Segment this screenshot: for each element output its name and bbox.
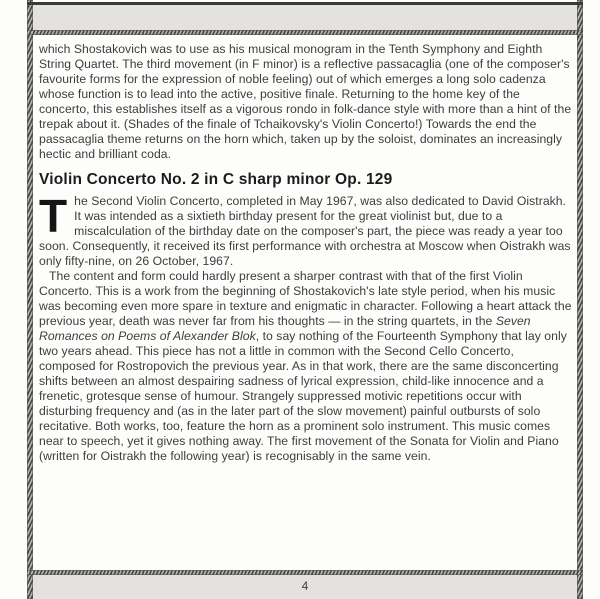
paragraph-content-and-form-part2: , to say nothing of the Fourteenth Symphony that lay only two years ahead. This piece has not a little in common with the Second Cello Concerto, composed for Rostropovich the previous year. As in that work, there are the same disconcerting shifts between an almost despairing sadness of lyrical expression, child-like innocence and a frenetic, grotesque sense of humour. Strangely suppressed motivic repetitions occur with disturbing frequency and (as in the later part of the slow movement) painful outbursts of solo recitative. Both works, too, feature the horn as a prominent solo instrument. This music comes near to speech, yet it gives nothing away. The first movement of the Sonata for Violin and Piano (written for Oistrakh the following year) is recognisably in the same vein. — [39, 329, 567, 463]
paragraph-content-and-form — [39, 269, 573, 464]
paragraph-content-and-form-part1: The content and form could hardly present a sharper contrast with that of the first Violin Concerto. This is a work from the beginning of Shostakovich's late style period, when his music was becoming even more spare in texture and enigmatic in character. Following a heart attack the previous year, death was never far from his thoughts — in the string quartets, in the — [39, 269, 572, 328]
page-content — [33, 35, 577, 570]
paragraph-first-concerto-finale: which Shostakovich was to use as his musical monogram in the Tenth Symphony and Eighth String Quartet. The third movement (in F minor) is a reflective passacaglia (one of the composer's favourite forms for the expression of noble feeling) out of which emerges a long solo cadenza whose function is to lead into the active, positive finale. Returning to the home key of the concerto, this establishes itself as a vigorous rondo in folk-dance style with more than a hint of the trepak about it. (Shades of the finale of Tchaikovsky's Violin Concerto!) Towards the end the passacaglia theme returns on the horn which, taken up by the soloist, dominates an increasingly hectic and brilliant coda. — [39, 42, 572, 161]
paragraph-dedication-text: he Second Violin Concerto, completed in May 1967, was also dedicated to David Oistrakh. It was intended as a sixtieth birthday present for the great violinist but, due to a miscalculation of the birthday date on the composer's part, the piece was ready a year too soon. Consequently, it received its first performance with orchestra at Moscow when Oistrakh was only fifty-nine, on 26 October, 1967. — [39, 194, 571, 268]
top-margin-band — [33, 5, 577, 30]
drop-cap: T — [39, 190, 68, 242]
right-border-ornament — [577, 0, 583, 599]
paragraph-dedication — [39, 190, 573, 269]
section-heading: Violin Concerto No. 2 in C sharp minor Op. 129 — [39, 171, 393, 188]
page-number: 4 — [301, 579, 309, 593]
work-title-italic: Seven Romances on Poems of Alexander Blok — [39, 314, 531, 343]
footer-band — [33, 575, 577, 599]
